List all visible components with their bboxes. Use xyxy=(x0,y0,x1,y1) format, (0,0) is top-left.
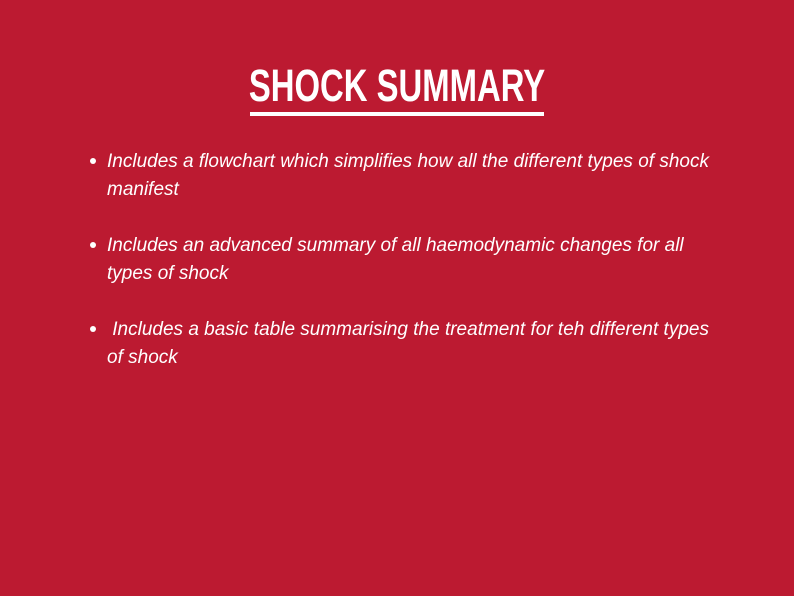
bullet-item xyxy=(90,232,710,288)
bullet-item xyxy=(90,148,710,204)
title-underline xyxy=(250,112,544,116)
slide-title: SHOCK SUMMARY xyxy=(248,60,546,111)
bullet-dot-icon xyxy=(90,326,96,332)
bullet-text: Includes an advanced summary of all haemodynamic changes for all types of shock xyxy=(107,235,684,284)
bullet-item xyxy=(90,316,715,372)
bullet-text: Includes a basic table summarising the treatment for teh different types of shock xyxy=(107,319,715,368)
bullet-list xyxy=(90,148,715,372)
bullet-dot-icon xyxy=(90,242,96,248)
bullet-dot-icon xyxy=(90,158,96,164)
bullet-text: Includes a flowchart which simplifies how all the different types of shock manifest xyxy=(107,151,709,200)
